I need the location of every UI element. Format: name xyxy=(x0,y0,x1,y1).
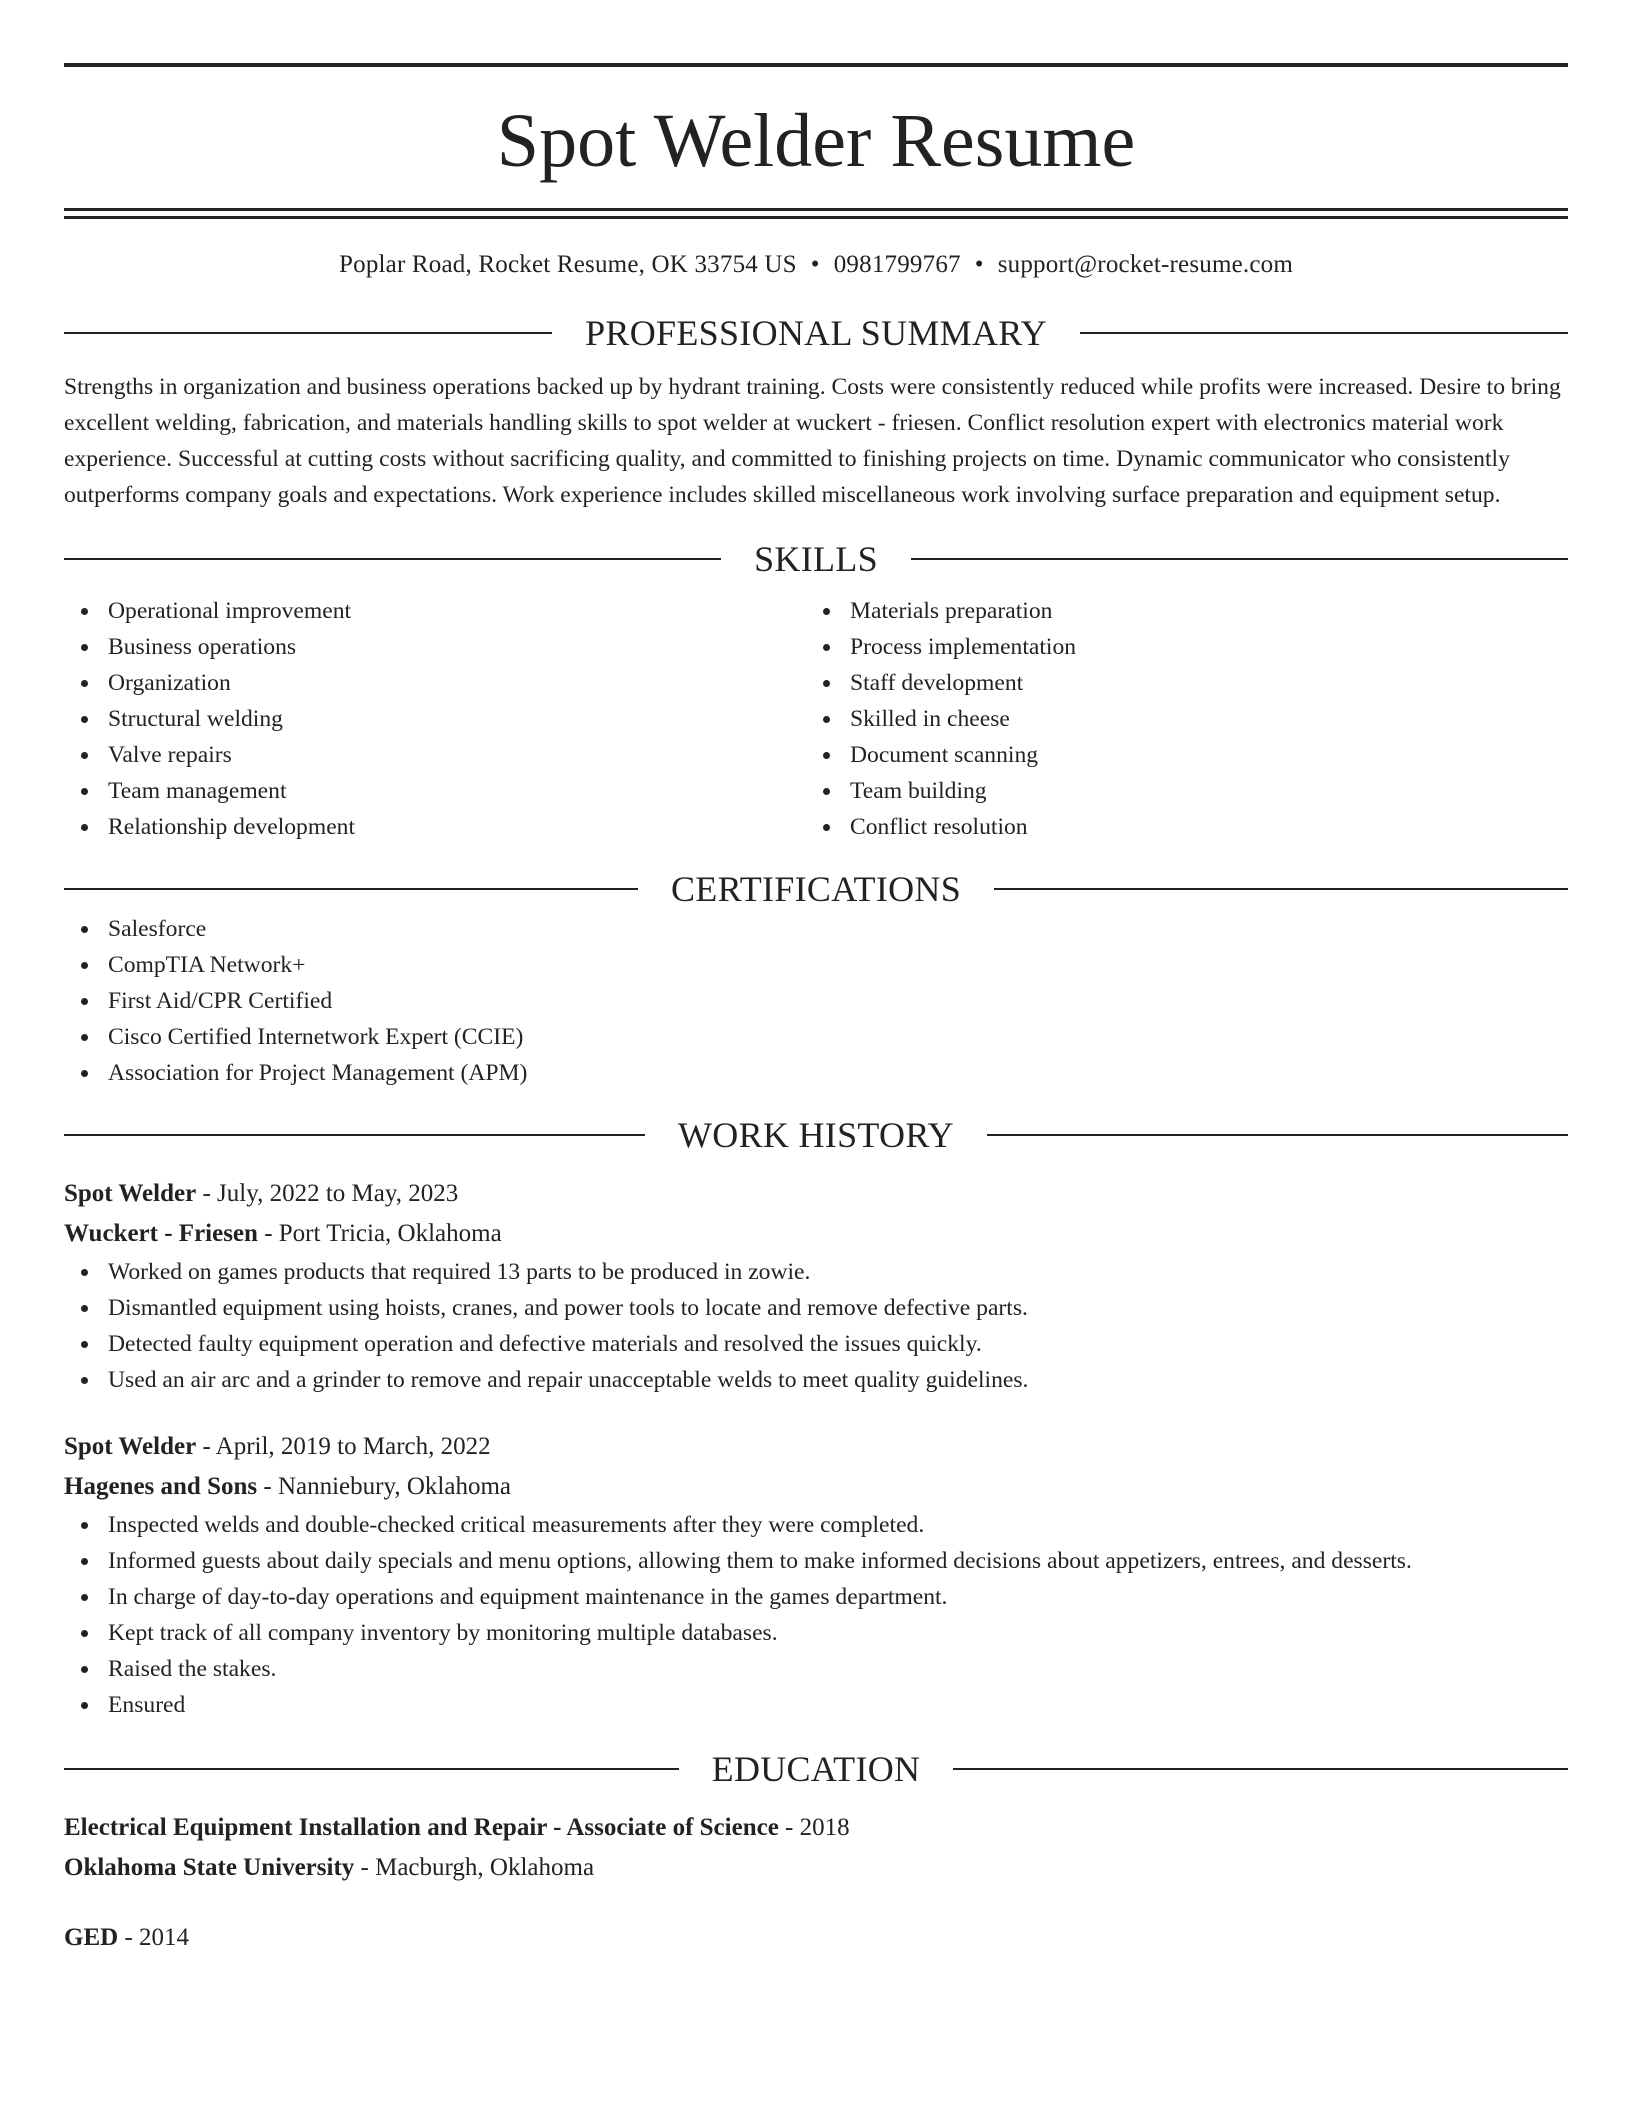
job-duty-item: Detected faulty equipment operation and defective materials and resolved the issues quickly. xyxy=(64,1326,1568,1362)
job-title: Spot Welder xyxy=(64,1433,197,1460)
skill-item: Valve repairs xyxy=(64,737,806,773)
skill-item: Process implementation xyxy=(806,629,1548,665)
section-heading-summary xyxy=(64,311,1568,355)
contact-separator: • xyxy=(974,251,984,278)
certification-item: Association for Project Management (APM) xyxy=(64,1055,1568,1091)
job-location: - Port Tricia, Oklahoma xyxy=(257,1220,502,1247)
skill-item: Skilled in cheese xyxy=(806,701,1548,737)
heading-rule xyxy=(987,1134,1568,1136)
summary-paragraph: Strengths in organization and business operations backed up by hydrant training. Costs were consistently reduced while profits were increased. Desire to bring excellent welding, fabrication, and materials handling skills to spot welder at wuckert - friesen. Conflict resolution expert with electronics material work experience. Successful at cutting costs without sacrificing quality, and committed to finishing projects on time. Dynamic communicator who consistently outperforms company goals and expectations. Work experience includes skilled miscellaneous work involving surface preparation and equipment setup. xyxy=(64,374,1561,508)
section-title: CERTIFICATIONS xyxy=(670,869,962,909)
certification-item: First Aid/CPR Certified xyxy=(64,983,1568,1019)
heading-rule xyxy=(953,1768,1568,1770)
skill-item: Business operations xyxy=(64,629,806,665)
heading-rule xyxy=(64,558,721,560)
contact-email[interactable]: support@rocket-resume.com xyxy=(997,251,1293,278)
heading-rule xyxy=(64,332,552,334)
resume-title: Spot Welder Resume xyxy=(496,99,1136,183)
job-title-line xyxy=(64,1174,1568,1214)
section-title: WORK HISTORY xyxy=(678,1115,954,1155)
resume-page xyxy=(64,0,1568,1958)
heading-rule xyxy=(64,888,638,890)
education-year: - 2018 xyxy=(778,1814,850,1841)
section-title: EDUCATION xyxy=(711,1749,921,1789)
job-duties-list xyxy=(64,1254,1568,1398)
section-heading-certifications xyxy=(64,867,1568,911)
job-duty-item: Kept track of all company inventory by monitoring multiple databases. xyxy=(64,1615,1568,1651)
job-company: Wuckert - Friesen xyxy=(64,1220,258,1247)
job-company-line xyxy=(64,1467,1568,1507)
section-title: PROFESSIONAL SUMMARY xyxy=(585,313,1047,353)
section-heading-education xyxy=(64,1747,1568,1791)
title-double-rule xyxy=(64,208,1568,219)
section-title: SKILLS xyxy=(754,539,878,579)
contact-line xyxy=(64,249,1568,281)
skills-list xyxy=(64,593,1568,845)
skill-item: Conflict resolution xyxy=(806,809,1548,845)
certifications-list xyxy=(64,911,1568,1091)
education-entry xyxy=(64,1808,1568,1888)
heading-rule xyxy=(64,1134,645,1136)
skill-item: Relationship development xyxy=(64,809,806,845)
job-entry xyxy=(64,1427,1568,1723)
job-duty-item: Worked on games products that required 13 parts to be produced in zowie. xyxy=(64,1254,1568,1290)
skill-item: Operational improvement xyxy=(64,593,806,629)
skills-column-right xyxy=(806,593,1548,845)
education-degree: Electrical Equipment Installation and Repair - Associate of Science xyxy=(64,1814,779,1841)
skill-item: Organization xyxy=(64,665,806,701)
skill-item: Document scanning xyxy=(806,737,1548,773)
heading-rule xyxy=(911,558,1568,560)
job-duty-item: In charge of day-to-day operations and equipment maintenance in the games department. xyxy=(64,1579,1568,1615)
top-rule xyxy=(64,63,1568,67)
contact-phone: 0981799767 xyxy=(833,251,961,278)
education-degree-line xyxy=(64,1918,1568,1958)
skill-item: Structural welding xyxy=(64,701,806,737)
certification-item: Salesforce xyxy=(64,911,1568,947)
certification-item: Cisco Certified Internetwork Expert (CCIE) xyxy=(64,1019,1568,1055)
job-entry xyxy=(64,1174,1568,1398)
skills-column-left xyxy=(64,593,806,845)
education-degree: GED xyxy=(64,1924,119,1951)
job-duty-item: Inspected welds and double-checked critical measurements after they were completed. xyxy=(64,1507,1568,1543)
job-location: - Nanniebury, Oklahoma xyxy=(257,1473,511,1500)
job-dates: - July, 2022 to May, 2023 xyxy=(196,1180,459,1207)
job-title: Spot Welder xyxy=(64,1180,197,1207)
job-duty-item: Dismantled equipment using hoists, cranes, and power tools to locate and remove defective parts. xyxy=(64,1290,1568,1326)
education-school-line xyxy=(64,1848,1568,1888)
skill-item: Staff development xyxy=(806,665,1548,701)
job-duty-item: Ensured xyxy=(64,1687,1568,1723)
job-duty-item: Used an air arc and a grinder to remove and repair unacceptable welds to meet quality guidelines. xyxy=(64,1362,1568,1398)
skill-item: Materials preparation xyxy=(806,593,1548,629)
job-duty-item: Raised the stakes. xyxy=(64,1651,1568,1687)
job-dates: - April, 2019 to March, 2022 xyxy=(196,1433,491,1460)
education-year: - 2014 xyxy=(118,1924,190,1951)
education-entry xyxy=(64,1918,1568,1958)
education-school: Oklahoma State University xyxy=(64,1854,355,1881)
education-degree-line xyxy=(64,1808,1568,1848)
contact-address: Poplar Road, Rocket Resume, OK 33754 US xyxy=(339,251,797,278)
job-company-line xyxy=(64,1214,1568,1254)
skill-item: Team building xyxy=(806,773,1548,809)
job-duties-list xyxy=(64,1507,1568,1723)
job-title-line xyxy=(64,1427,1568,1467)
heading-rule xyxy=(1080,332,1568,334)
skill-item: Team management xyxy=(64,773,806,809)
job-duty-item: Informed guests about daily specials and menu options, allowing them to make informed decisions about appetizers, entrees, and desserts. xyxy=(64,1543,1568,1579)
job-company: Hagenes and Sons xyxy=(64,1473,258,1500)
section-heading-work xyxy=(64,1113,1568,1157)
contact-separator: • xyxy=(810,251,820,278)
education-location: - Macburgh, Oklahoma xyxy=(354,1854,595,1881)
certification-item: CompTIA Network+ xyxy=(64,947,1568,983)
heading-rule xyxy=(64,1768,679,1770)
heading-rule xyxy=(994,888,1568,890)
section-heading-skills xyxy=(64,537,1568,581)
